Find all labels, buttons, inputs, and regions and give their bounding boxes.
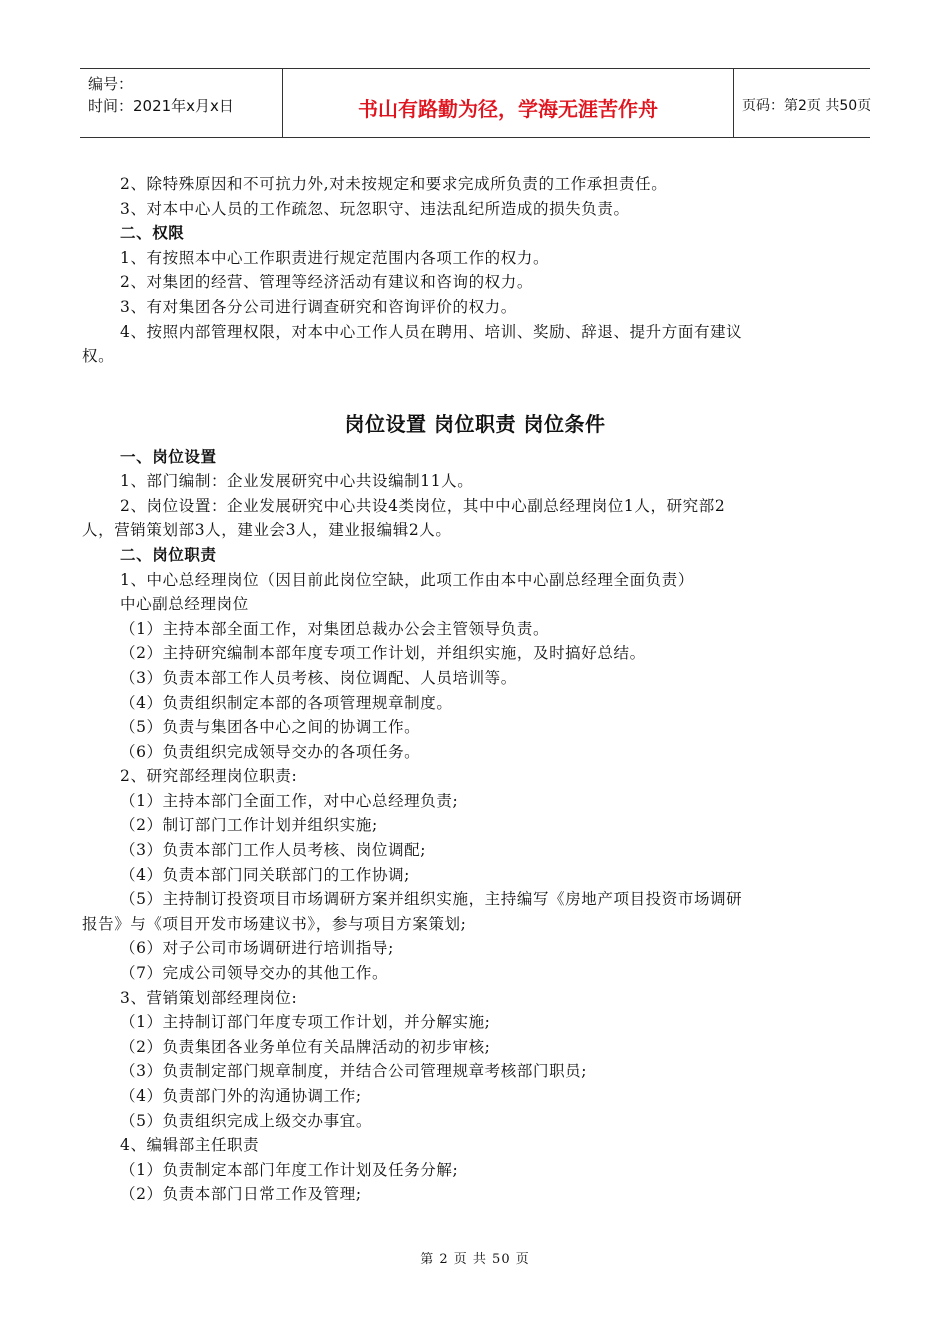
document-header [80, 68, 870, 138]
text-line: （5）负责组织完成上级交办事宜。 [120, 1112, 372, 1130]
text-line: （2）主持研究编制本部年度专项工作计划，并组织实施，及时搞好总结。 [120, 644, 646, 662]
text-line: 3、有对集团各分公司进行调查研究和咨询评价的权力。 [120, 298, 517, 316]
text-line: （5）主持制订投资项目市场调研方案并组织实施，主持编写《房地产项目投资市场调研 [120, 890, 743, 908]
text-line: （2）负责本部门日常工作及管理; [120, 1185, 362, 1203]
text-line: 1、部门编制：企业发展研究中心共设编制11人。 [120, 472, 474, 490]
text-line: （4）负责本部门同关联部门的工作协调; [120, 866, 410, 884]
text-line: 2、对集团的经营、管理等经济活动有建议和咨询的权力。 [120, 273, 533, 291]
text-line: 4、编辑部主任职责 [120, 1136, 260, 1154]
section-heading: 二、岗位职责 [120, 545, 217, 564]
text-line: 1、中心总经理岗位（因目前此岗位空缺，此项工作由本中心副总经理全面负责） [120, 571, 694, 589]
text-line: （2）负责集团各业务单位有关品牌活动的初步审核; [120, 1038, 491, 1056]
text-line: （2）制订部门工作计划并组织实施; [120, 816, 378, 834]
header-meta-cell [80, 69, 283, 137]
text-line: 报告》与《项目开发市场建议书》，参与项目方案策划; [82, 915, 467, 933]
header-motto-cell [283, 69, 734, 137]
text-line: （3）负责制定部门规章制度，并结合公司管理规章考核部门职员; [120, 1062, 588, 1080]
section-heading: 二、权限 [120, 223, 185, 242]
text-line: 4、按照内部管理权限，对本中心工作人员在聘用、培训、奖励、辞退、提升方面有建议 [120, 323, 743, 341]
text-line: （1）主持本部全面工作，对集团总裁办公会主管领导负责。 [120, 620, 550, 638]
text-line: 权。 [82, 347, 115, 365]
page-title: 岗位设置 岗位职责 岗位条件 [344, 412, 606, 436]
section-heading: 一、岗位设置 [120, 447, 217, 466]
text-line: （7）完成公司领导交办的其他工作。 [120, 964, 389, 982]
text-line: （5）负责与集团各中心之间的协调工作。 [120, 718, 421, 736]
page-info: 页码：第2页 共50页 [742, 98, 872, 114]
text-line: （1）主持制订部门年度专项工作计划，并分解实施; [120, 1013, 491, 1031]
text-line: 人，营销策划部3人，建业会3人，建业报编辑2人。 [82, 521, 452, 539]
text-line: （4）负责组织制定本部的各项管理规章制度。 [120, 694, 453, 712]
text-line: （4）负责部门外的沟通协调工作; [120, 1087, 362, 1105]
page-footer: 第 2 页 共 50 页 [420, 1252, 530, 1267]
text-line: （6）对子公司市场调研进行培训指导; [120, 939, 394, 957]
text-line: （3）负责本部门工作人员考核、岗位调配; [120, 841, 427, 859]
text-line: （1）主持本部门全面工作，对中心总经理负责; [120, 792, 459, 810]
document-time-label: 时间：2021年x月x日 [88, 97, 234, 115]
motto-text: 书山有路勤为径，学海无涯苦作舟 [358, 97, 658, 121]
text-line: 中心副总经理岗位 [120, 595, 249, 613]
text-line: 2、研究部经理岗位职责: [120, 767, 298, 785]
text-line: （3）负责本部工作人员考核、岗位调配、人员培训等。 [120, 669, 517, 687]
header-page-cell [734, 69, 870, 137]
text-line: 1、有按照本中心工作职责进行规定范围内各项工作的权力。 [120, 249, 550, 267]
text-line: 3、营销策划部经理岗位: [120, 989, 298, 1007]
text-line: 3、对本中心人员的工作疏忽、玩忽职守、违法乱纪所造成的损失负责。 [120, 200, 630, 218]
text-line: 2、除特殊原因和不可抗力外,对未按规定和要求完成所负责的工作承担责任。 [120, 175, 668, 193]
document-number-label: 编号： [88, 75, 134, 93]
text-line: 2、岗位设置：企业发展研究中心共设4类岗位，其中中心副总经理岗位1人，研究部2 [120, 497, 726, 515]
text-line: （1）负责制定本部门年度工作计划及任务分解; [120, 1161, 459, 1179]
text-line: （6）负责组织完成领导交办的各项任务。 [120, 743, 421, 761]
